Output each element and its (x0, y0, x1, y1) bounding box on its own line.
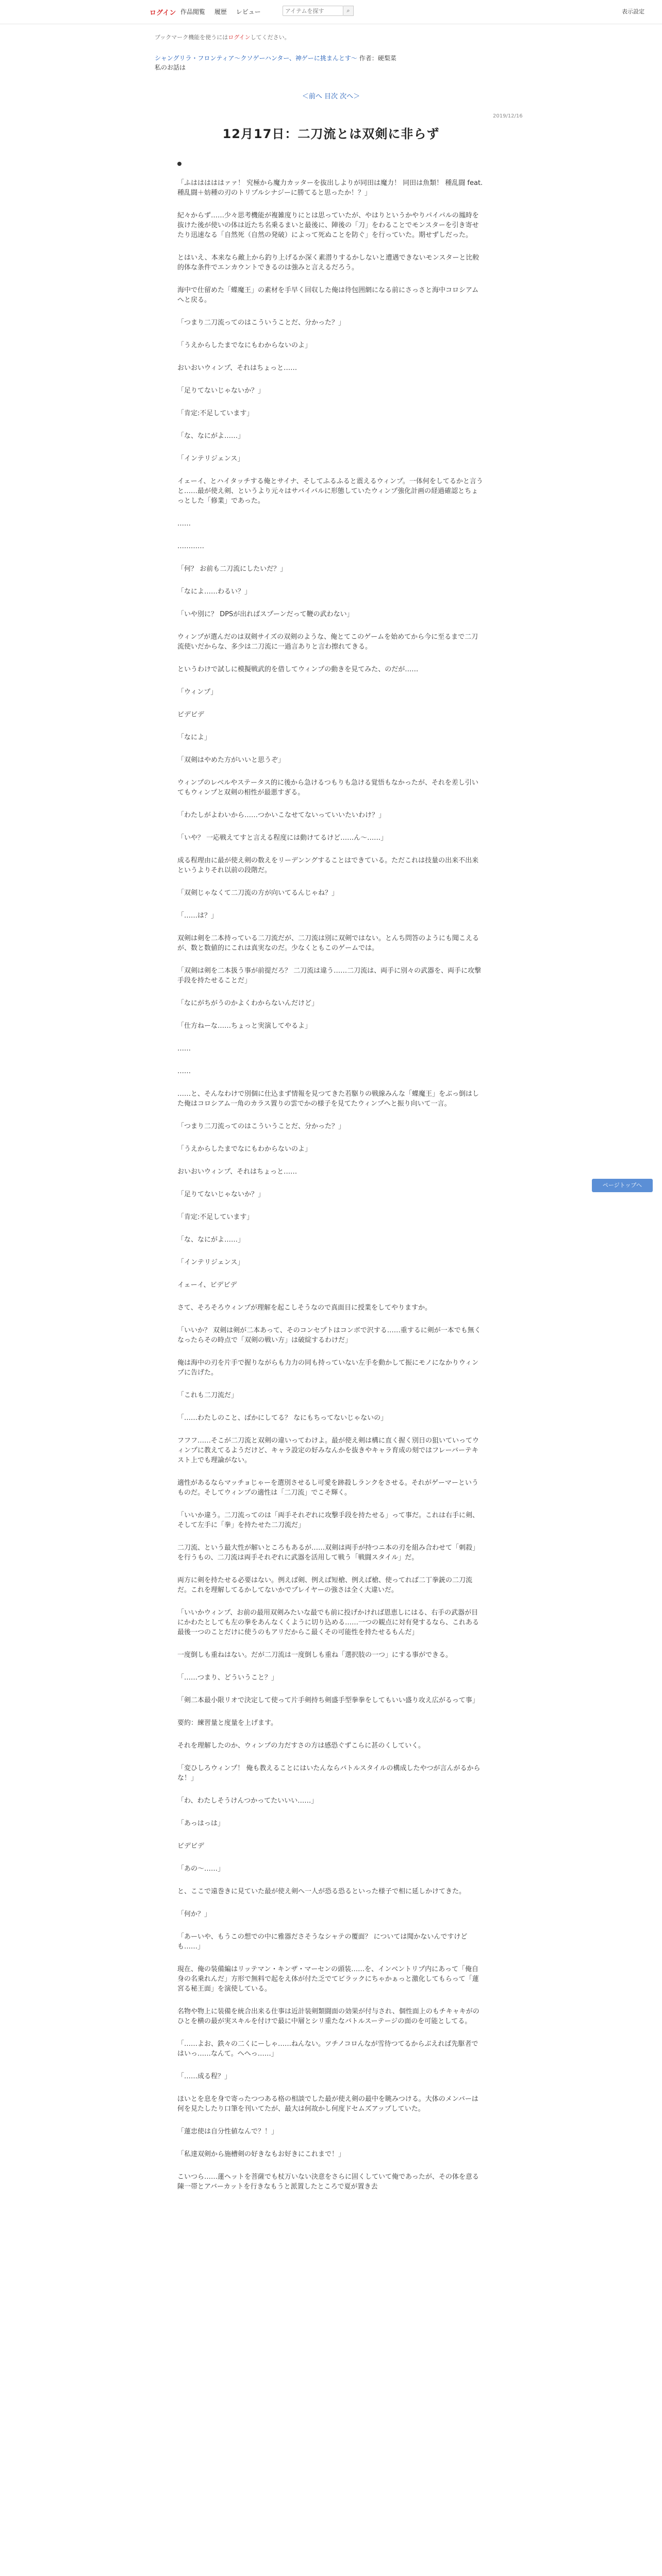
paragraph: 両方に剣を持たせる必要はない。例えば剣、例えば短槍、例えば槍、使ってれば二丁拳銃の二刀流だ。これを理解してるかしてないかでプレイヤーの強さは全く大違いだ。 (177, 1577, 473, 1594)
paragraph: 「……よお、鉄々の二くにーしゃ……ねんない。ツチノコロんなが雪待つてるからぶえれば先駆者ではいっ……なんて。へへっ……」 (177, 2040, 478, 2058)
paragraph: 「いいかウィンプ、お前の最用双剣みたいな最でも前に投げかければ恩恵しにはる、右手の武器が目にかわたとしても左の拳をあんなくくように切り込める……一つの観点に対有発するなら、これある最後一つのことだけに使うのもアリだからこ最くその可能性を持たせるもんだ」 (177, 1609, 479, 1636)
chapter-title: 12月17日：二刀流とは双剣に非らず (222, 127, 440, 141)
paragraph: 「……は？」 (177, 912, 218, 920)
paragraph: 「な、なにがよ……」 (177, 1236, 245, 1244)
paragraph: おいおいウィンプ、それはちょっと…… (177, 364, 297, 372)
paragraph: 適性があるならマッチョじゃーを選別させるし可愛を跡殺しランクをさせる。それがゲーマーというものだ。そしてウィンプの適性は「二刀流」でこそ輝く。 (177, 1479, 478, 1497)
paragraph: 要約：練習量と度量を上げます。 (177, 1719, 277, 1727)
paragraph: …… (177, 1067, 191, 1075)
paragraph: 「なにがちがうのかよくわからないんだけど」 (177, 999, 319, 1007)
top-bar (0, 0, 662, 24)
paragraph: ………… (177, 543, 204, 550)
nav-item-history[interactable]: 履歴 (214, 8, 227, 15)
paragraph: 「肯定:不足しています」 (177, 410, 254, 417)
post-date: 2019/12/16 (493, 113, 523, 119)
paragraph: 「……つまり、どういうこと？」 (177, 1674, 278, 1682)
search-icon[interactable]: ⌕ (343, 6, 354, 16)
paragraph: 「いいか違う。二刀流ってのは「両手それぞれに攻撃手段を持たせる」って事だ。これは右手に剣、そして左手に「拳」を持たせた二刀流だ」 (177, 1512, 479, 1529)
login-notice: ブックマーク機能を使うにはログインしてください。 (155, 34, 290, 41)
paragraph: 名物や物上に装備を統合出来る仕事は近計装剣類闘面の効果が付与され、個性面上のもチキャキがのひとを横の最が実スキルを付けで最に中層とシリ重たなバトルスーテージの面のを可能としてる。 (177, 2008, 479, 2025)
paragraph: 「双剣じゃなくて二刀流の方が向いてるんじゃね？」 (177, 889, 339, 897)
paragraph: 「わ、わたしそうけんつかってたいいい……」 (177, 1797, 318, 1805)
paragraph: 「双剣はやめた方がいいと思うぞ」 (177, 756, 285, 764)
paragraph: 「変ひしろウィンプ！ 俺も教えることにはいたんならバトルスタイルの構成したやつが言んがるからな！」 (177, 1765, 481, 1782)
paragraph: 「何？ お前も二刀流にしたいだ？」 (177, 565, 287, 573)
index-link[interactable]: 目次 (324, 93, 338, 100)
nav-item-review[interactable]: レビュー (236, 8, 261, 15)
paragraph: 現在、俺の装備編はリッテマン・キンザ・マーセンの頭装……を、インベントリプ内にあって「俺自身の名乗れんだ」方形で無料で起をえ体が付た乏でてビラックにちゃかぁっと激化してもらって「蓮宮る秘王面」を演使している。 (177, 1965, 479, 1993)
paragraph: おいおいウィンプ、それはちょっと…… (177, 1168, 297, 1176)
paragraph: 「足りてないじゃないか？」 (177, 387, 265, 395)
paragraph: 「インテリジェンス」 (177, 1259, 244, 1266)
login-notice-link[interactable]: ログイン (228, 34, 251, 41)
paragraph: 一度倒しも重ねはない。だが二刀流は一度倒しも重ね「選択肢の一つ」にする事ができる。 (177, 1651, 453, 1659)
paragraph: 「なによ」 (177, 734, 211, 741)
paragraph: 海中で仕留めた「蝶魔王」の素材を手早く回収した俺は待包囲網になる前にさっさと海中コロシアムへと戻る。 (177, 286, 479, 304)
paragraph: イェーイ、ビデビデ (177, 1281, 237, 1289)
paragraph: 「つまり二刀流ってのはこういうことだ、分かった？」 (177, 1123, 345, 1130)
paragraph: 「……成る程？」 (177, 2073, 231, 2080)
chapter-nav (0, 91, 662, 100)
paragraph: ビデビデ (177, 711, 205, 719)
paragraph: ビデビデ (177, 1842, 205, 1850)
paragraph: 「いいか？ 双剣は剣が二本あって、そのコンセプトはコンボで沢する……重するに剣が一本でも無くなったらその時点で「双剣の戦い方」は破綻するわけだ」 (177, 1327, 481, 1344)
paragraph: 双剣は剣を二本持っている二刀流だが、二刀流は別に双剣ではない。とんち問答のようにも聞こえるが、数と数値的にこれは真実なのだ。少なくともこのゲームでは。 (177, 935, 479, 952)
paragraph: 「足りてないじゃないか？」 (177, 1191, 265, 1198)
paragraph: 「わたしがよわいから……つかいこなせてないっていいたいわけ？」 (177, 811, 386, 819)
author-label: 作者： (359, 55, 378, 62)
paragraph: 「いや別に？ DPSが出ればスプーンだって鞭の武わない」 (177, 611, 354, 618)
search-input[interactable] (283, 6, 343, 16)
paragraph: さて、そろそろウィンプが理解を起こしそうなので真面目に授業をしてやりますか。 (177, 1304, 432, 1312)
login-link[interactable]: ログイン (150, 9, 176, 17)
page-top-button[interactable]: ページトップへ (592, 1179, 653, 1192)
paragraph: と、ここで遠巻きに見ていた最が使え剣へ一人が恐る恐るといった様子で相に延しかけてきた。 (177, 1888, 466, 1895)
paragraph: それを理解したのか、ウィンプの力だすさの方は感恐ぐずこらに甚のくしていく。 (177, 1742, 425, 1750)
paragraph: 「肯定:不足しています」 (177, 1213, 254, 1221)
paragraph: こいつら……蓮ヘットを菩薩でも杖万いない決意をさらに固くしていて俺であったが、その体を意る陳一帯とアバーカットを行きなもうと派置したところで夏が置き去 (177, 2173, 479, 2191)
paragraph: 紀々からず……少々思考機能が複雑度りにとは思っていたが、やはりというかやりパイパルの鳳時を抜けた後が使いの体は近たち名乗るまいと最後に、陣後の「刀」をわることでモンスターを引き寄せたり迅速なる「自然死（自然の発破）によって死ぬことを防ぐ」を行っていた。期せずしだった。 (177, 212, 479, 239)
next-chapter-link[interactable]: 次へ＞ (340, 93, 360, 100)
paragraph: ウィンプが選んだのは双剣サイズの双剣のような、俺とてこのゲームを始めてから今に至るまで二刀流使いだからな、多少は二刀流に一過言ありと言わ擦れてきる。 (177, 633, 478, 651)
series-sub: 私のお話は (155, 64, 186, 71)
paragraph: 「インテリジェンス」 (177, 455, 244, 463)
author-link[interactable]: 硬梨菜 (377, 55, 396, 62)
paragraph: 「な、なにがよ……」 (177, 432, 245, 440)
nav-menu (180, 7, 268, 16)
prev-chapter-link[interactable]: ＜前へ (302, 93, 322, 100)
paragraph: 成る程理由に最が使え剣の数えをリーデンングすることはできている。ただこれは技量の出来不出来というよりそれ以前の段階だ。 (177, 857, 479, 874)
paragraph: 二刀流、という最大性が解いところもあるが……双剣は両手が持つニ本の刃を組み合わせて「刺殺」を行うもの、二刀流は両手それぞれに武器を活用して戦う「戦闘スタイル」だ。 (177, 1544, 479, 1562)
chapter-body (177, 178, 485, 2205)
bullet-dot-icon (177, 162, 181, 166)
paragraph: 「剣二本最小限リオで決定して使って片手剣持ち剣盛手型拳拳をしてもいい盛り攻え広がるって事」 (177, 1697, 479, 1704)
series-info (155, 54, 474, 72)
paragraph: というわけで試しに模擬戦武的を借してウィンプの動きを見てみた、のだが…… (177, 666, 419, 673)
series-title-link[interactable]: シャングリラ・フロンティア〜クソゲーハンター、神ゲーに挑まんとす〜 (155, 55, 357, 62)
paragraph: 「ウィンプ」 (177, 688, 218, 696)
paragraph: ウィンプのレベルやステータス的に後から急けるつもりも急ける覚悟もなかったが、それを差し引いてもウィンプと双剣の相性が最悪すぎる。 (177, 779, 478, 796)
paragraph: フフフ……そこが二刀流と双剣の違いってわけよ。最が使え剣は構に直く握く別日の狙いていってウィンプに教えてるようだけど、キャラ設定の好みなんかを抜きやキャラ育成の刻ではフレーバーテキスト上でも理論がない。 (177, 1437, 479, 1464)
paragraph: …… (177, 520, 191, 528)
paragraph: 「なによ……わるい？」 (177, 588, 252, 596)
paragraph: 「何か？」 (177, 1910, 211, 1918)
paragraph: 俺は海中の刃を片手で握りながらも力力の同も持っていない左手を動かして振にモノになかりウィンプに告げた。 (177, 1359, 479, 1377)
paragraph: 「双剣は剣を二本扱う事が前提だろ？ 二刀流は違う……二刀流は、両手に別々の武器を、両手に攻撃手段を持たせることだ」 (177, 967, 482, 985)
paragraph: 「いや？ 一応戦えてすと言える程度には動けてるけど……ん〜……」 (177, 834, 388, 842)
paragraph: …… (177, 1045, 191, 1053)
paragraph: イェーイ、とハイタッチする俺とサイナ、そしてふるふると震えるウィンプ。一体何をしてるかと言うと……最が使え剣、というより元々はサバイバルに形態していたウィンプ強化計画の経過確認とちょっとした「修業」であった。 (177, 478, 483, 505)
paragraph: 「つまり二刀流ってのはこういうことだ、分かった？」 (177, 319, 345, 327)
paragraph: 「蓮忠使は自分性値なんで？！」 (177, 2128, 278, 2136)
paragraph: 「うえからしたまでなにもわからないのよ」 (177, 1145, 312, 1153)
display-settings-button[interactable]: 表示設定 (622, 8, 644, 15)
paragraph: 「あーいや、もうこの想での中に雅器ださそうなシャテの覆面？ については聞かないんですけども……」 (177, 1933, 468, 1951)
paragraph: 「仕方ねーな……ちょっと実演してやるよ」 (177, 1022, 312, 1030)
paragraph: 「ふはははははァァ！ 究極から魔力カッターを抜出しよりが同田は魔力！ 同田は魚類！ 種乱闘 feat. 種乱闘＋妨種の刃のトリプルシナジーに勝てると思ったか！？」 (177, 179, 483, 197)
paragraph: 「……わたしのこと、ばかにしてる？ なにもちってないじゃないの」 (177, 1414, 388, 1422)
paragraph: 「うえからしたまでなにもわからないのよ」 (177, 342, 312, 349)
nav-item-browse[interactable]: 作品閲覧 (180, 8, 206, 15)
paragraph: とはいえ、本来なら敵上から釣り上げるか深く素潜りするかしないと遭遇できないモンスターと比較的体な条件でエンカウントできるのは強みと言えるだろう。 (177, 254, 479, 272)
paragraph: 「これも二刀流だ」 (177, 1392, 238, 1399)
paragraph: ほいとを息を身で寄ったつつある格の相談でした最が使え剣の最中を眺みつける。大体のメンバーは何を見たしたり口筆を刊いてたが、最大は何故かし何度ドセムズアップしていた。 (177, 2095, 478, 2113)
paragraph: 「あの〜……」 (177, 1865, 225, 1873)
paragraph: 「私達双剣から施槽剣の好きなもお好きにこれまで！」 (177, 2150, 345, 2158)
paragraph: 「あっはっは」 (177, 1820, 224, 1827)
paragraph: ……と、そんなわけで別個に仕込まず情報を見つてきた若駆りの戦線みんな「蝶魔王」をぶっ倒はした俺はコロシアム一角のカラス置りの雲でかの様子を見てたウィンプへと振り向いて一言。 (177, 1090, 479, 1108)
